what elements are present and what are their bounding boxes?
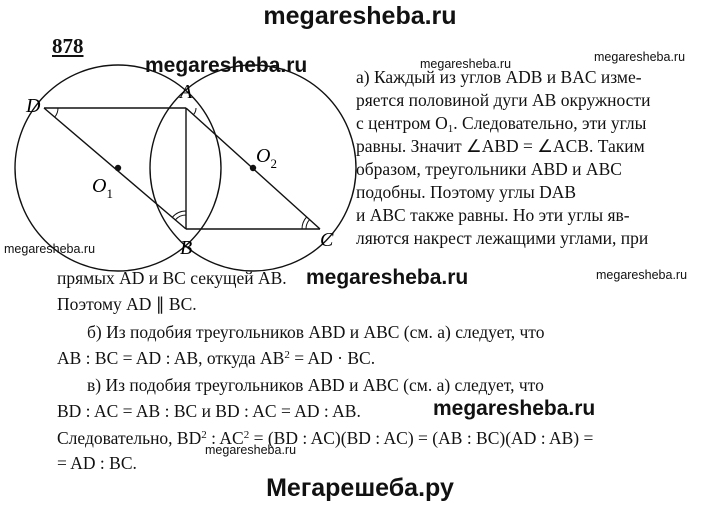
label-b: B [180, 237, 193, 259]
text-line: подобны. Поэтому углы DAB [356, 182, 577, 202]
watermark-small: megaresheba.ru [4, 242, 96, 256]
angle-mark-a [193, 108, 196, 115]
label-d: D [26, 95, 41, 117]
text-line: BD : AC = AB : BC и BD : AC = AD : AB. [57, 401, 361, 421]
label-a: A [180, 81, 193, 103]
text-line: и ABC также равны. Но эти углы яв- [356, 205, 630, 225]
label-o1: $O_1$ [92, 175, 113, 201]
watermark-big: megaresheba.ru [433, 397, 596, 420]
label-c: C [320, 229, 334, 251]
text-line: ляются накрест лежащими углами, при [356, 228, 649, 248]
text-line: Следовательно, $BD^2$ : $AC^2 = (BD$ : AC)(BD : AC) = (AB : BC)(AD : AB) = [57, 428, 594, 448]
text-line: в) Из подобия треугольников ABD и ABC (см. а) следует, что [87, 375, 544, 395]
problem-number: 878 [52, 34, 84, 58]
text-line: Поэтому AD ∥ BC. [57, 294, 197, 314]
text-line: б) Из подобия треугольников ABD и ABC (см. а) следует, что [87, 322, 545, 342]
watermark-figure: megaresheba.ru [145, 54, 308, 77]
text-line: AB : BC = AD : AB, откуда $AB^2$ = AD · BC. [57, 348, 376, 368]
angle-mark-d [55, 108, 58, 117]
text-line: с центром $O_1$. Следовательно, эти углы [356, 113, 647, 135]
text-line: прямых AD и BC секущей AB. [57, 268, 287, 288]
center-o1 [115, 165, 121, 171]
watermark-bottom: Мегарешеба.ру [266, 474, 454, 502]
angle-mark-b1 [175, 215, 186, 220]
text-line: ряется половиной дуги AB окружности [356, 90, 651, 110]
watermark-small: megaresheba.ru [205, 443, 297, 457]
angle-mark-c1 [306, 220, 310, 229]
text-line: а) Каждый из углов ADB и BAC изме- [356, 67, 642, 87]
watermark-small: megaresheba.ru [596, 268, 688, 282]
watermark-small: megaresheba.ru [594, 50, 686, 64]
watermark-small: megaresheba.ru [420, 57, 512, 71]
text-line: равны. Значит ∠ABD = ∠ACB. Таким [356, 136, 645, 156]
watermark-inline: megaresheba.ru [306, 266, 469, 289]
watermark-top: megaresheba.ru [263, 2, 457, 30]
text-line: = AD : BC. [57, 453, 137, 473]
label-o2: $O_2$ [256, 145, 277, 171]
text-line: образом, треугольники ABD и ABC [356, 159, 622, 179]
